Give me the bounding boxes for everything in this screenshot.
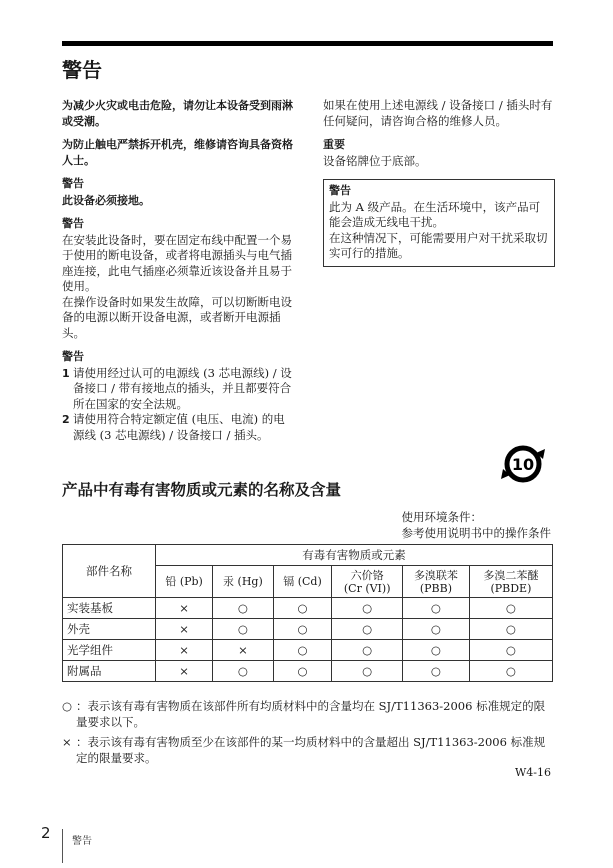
- grounding-text: 此设备必须接地。: [62, 193, 150, 207]
- value-cell: ○: [213, 619, 273, 640]
- table-row: [63, 640, 553, 661]
- value-cell: ×: [156, 619, 213, 640]
- legend-text: ：表示该有毒有害物质在该部件所有均质材料中的含量均在 SJ/T11363-2006 标准规定的限量要求以下。: [76, 699, 546, 729]
- hazardous-substance-table: [62, 544, 553, 682]
- list-number: 1: [62, 366, 70, 380]
- logo-number: 10: [511, 455, 535, 474]
- malfunction-text: 在操作设备时如果发生故障，可以切断断电设备的电源以断开设备电源，或者断开电源插头。: [62, 294, 292, 340]
- circle-symbol: ○: [62, 699, 73, 713]
- column-header: 铅 (Pb): [156, 566, 213, 598]
- value-cell: ○: [469, 640, 552, 661]
- page-number: 2: [41, 824, 51, 842]
- value-cell: ×: [156, 640, 213, 661]
- cross-symbol: ×: [62, 735, 72, 749]
- footer-section-label: 警告: [72, 836, 92, 847]
- legend-row: [62, 734, 554, 766]
- value-cell: ○: [403, 619, 470, 640]
- important-heading: 重要: [323, 138, 345, 151]
- list-number: 2: [62, 413, 70, 426]
- table-header-row: [63, 545, 553, 566]
- column-header: 多溴联苯 (PBB): [403, 566, 470, 598]
- value-cell: ○: [273, 598, 332, 619]
- column-header: 多溴二苯醚 (PBDE): [469, 566, 552, 598]
- value-cell: ○: [213, 598, 273, 619]
- value-cell: ○: [403, 598, 470, 619]
- nameplate-text: 设备铭牌位于底部。: [323, 153, 427, 168]
- value-cell: ×: [156, 598, 213, 619]
- value-cell: ×: [156, 661, 213, 682]
- part-name-header: 部件名称: [63, 545, 156, 598]
- value-cell: ○: [273, 640, 332, 661]
- env-line: 参考使用说明书中的操作条件: [401, 526, 551, 540]
- table-row: [63, 598, 553, 619]
- value-cell: ○: [403, 640, 470, 661]
- value-cell: ○: [273, 619, 332, 640]
- env-line: 使用环境条件：: [401, 510, 482, 524]
- list-text: 请使用符合特定额定值 (电压、电流) 的电源线 (3 芯电源线) / 设备接口 / 插头。: [73, 412, 285, 442]
- value-cell: ○: [332, 598, 403, 619]
- part-name-cell: 外壳: [63, 619, 156, 640]
- table-row: [63, 619, 553, 640]
- warning-heading: 警告: [62, 350, 84, 363]
- inquiry-text: 如果在使用上述电源线 / 设备接口 / 插头时有任何疑问，请咨询合格的维修人员。: [323, 98, 553, 128]
- value-cell: ○: [332, 640, 403, 661]
- value-cell: ○: [273, 661, 332, 682]
- box-title: 警告: [329, 184, 351, 197]
- value-cell: ○: [332, 661, 403, 682]
- value-cell: ○: [469, 661, 552, 682]
- value-cell: ○: [213, 661, 273, 682]
- environment-conditions: [402, 509, 552, 541]
- value-cell: ○: [469, 598, 552, 619]
- disconnect-text: 在安装此设备时，要在固定布线中配置一个易于使用的断电设备，或者将电源插头与电气插座连接，此电气插座必须靠近该设备并且易于使用。: [62, 232, 292, 293]
- list-text: 请使用经过认可的电源线 (3 芯电源线) / 设备接口 / 带有接地点的插头，并且都要符合所在国家的安全法规。: [73, 365, 292, 411]
- value-cell: ○: [469, 619, 552, 640]
- left-column: [62, 98, 294, 443]
- right-column: [323, 98, 555, 267]
- legend-row: [62, 698, 554, 730]
- class-a-warning-box: [323, 179, 555, 267]
- box-text: 在这种情况下，可能需要用户对干扰采取切实可行的措施。: [329, 230, 548, 260]
- table-legend: [62, 698, 554, 770]
- section-title: 产品中有毒有害物质或元素的名称及含量: [62, 481, 342, 499]
- part-name-cell: 光学组件: [63, 640, 156, 661]
- efup-10-logo-icon: [498, 441, 550, 487]
- document-code: W4-16: [514, 766, 551, 779]
- warning-heading: 警告: [62, 217, 84, 230]
- value-cell: ○: [403, 661, 470, 682]
- warning-heading: 警告: [62, 177, 84, 190]
- part-name-cell: 实装基板: [63, 598, 156, 619]
- substance-group-header: 有毒有害物质或元素: [156, 545, 553, 566]
- value-cell: ○: [332, 619, 403, 640]
- list-item: [62, 366, 294, 413]
- value-cell: ×: [213, 640, 273, 661]
- box-text: 此为 A 级产品。在生活环境中，该产品可能会造成无线电干扰。: [329, 199, 541, 229]
- legend-text: ：表示该有毒有害物质至少在该部件的某一均质材料中的含量超出 SJ/T11363-2006 标准规定的限量要求。: [76, 735, 546, 765]
- column-header: 汞 (Hg): [213, 566, 273, 598]
- power-cord-list: [62, 366, 294, 444]
- list-item: [62, 412, 294, 443]
- column-header: 六价铬 (Cr (VI)): [332, 566, 403, 598]
- table-row: [63, 661, 553, 682]
- page-title: 警告: [62, 58, 102, 82]
- warning-casing-text: 为防止触电严禁拆开机壳，维修请咨询具备资格人士。: [62, 138, 293, 167]
- header-rule: [62, 41, 553, 46]
- footer-divider: [62, 829, 63, 863]
- column-header: 镉 (Cd): [273, 566, 332, 598]
- part-name-cell: 附属品: [63, 661, 156, 682]
- warning-rain-text: 为减少火灾或电击危险，请勿让本设备受到雨淋或受潮。: [62, 99, 293, 128]
